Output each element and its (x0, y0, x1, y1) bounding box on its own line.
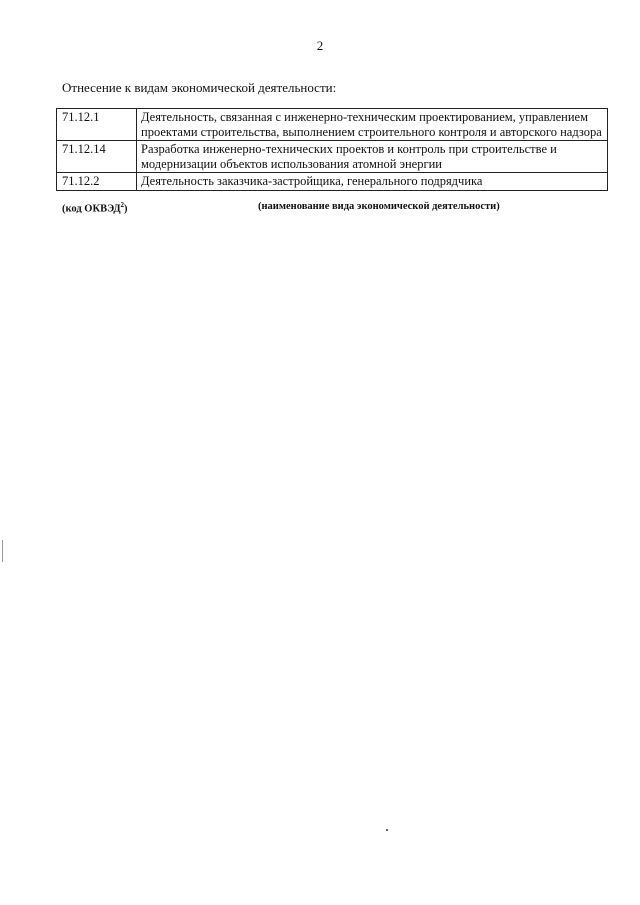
okved-code: 71.12.14 (57, 141, 137, 173)
activity-name: Разработка инженерно-технических проектов и контроль при строительстве и модернизации объектов использования атомной энергии (137, 141, 608, 173)
table-row (57, 141, 608, 173)
footnote-marker: 2 (120, 201, 125, 209)
table-row (57, 109, 608, 141)
scan-margin-mark (2, 540, 3, 562)
code-caption-label: (код ОКВЭД (62, 203, 121, 215)
activity-name: Деятельность, связанная с инженерно-техническим проектированием, управлением проектами строительства, выполнением строительного контроля и авторского надзора (137, 109, 608, 141)
okved-code: 71.12.2 (57, 173, 137, 191)
name-caption: (наименование вида экономической деятельности) (258, 201, 500, 212)
okved-code: 71.12.1 (57, 109, 137, 141)
code-caption (62, 201, 128, 215)
activity-name: Деятельность заказчика-застройщика, генерального подрядчика (137, 173, 608, 191)
scan-speck (386, 829, 388, 831)
okved-table (56, 108, 608, 191)
page-number: 2 (316, 38, 324, 53)
table-row (57, 173, 608, 191)
section-heading: Отнесение к видам экономической деятельности: (62, 80, 337, 95)
code-caption-close: ) (124, 203, 128, 215)
